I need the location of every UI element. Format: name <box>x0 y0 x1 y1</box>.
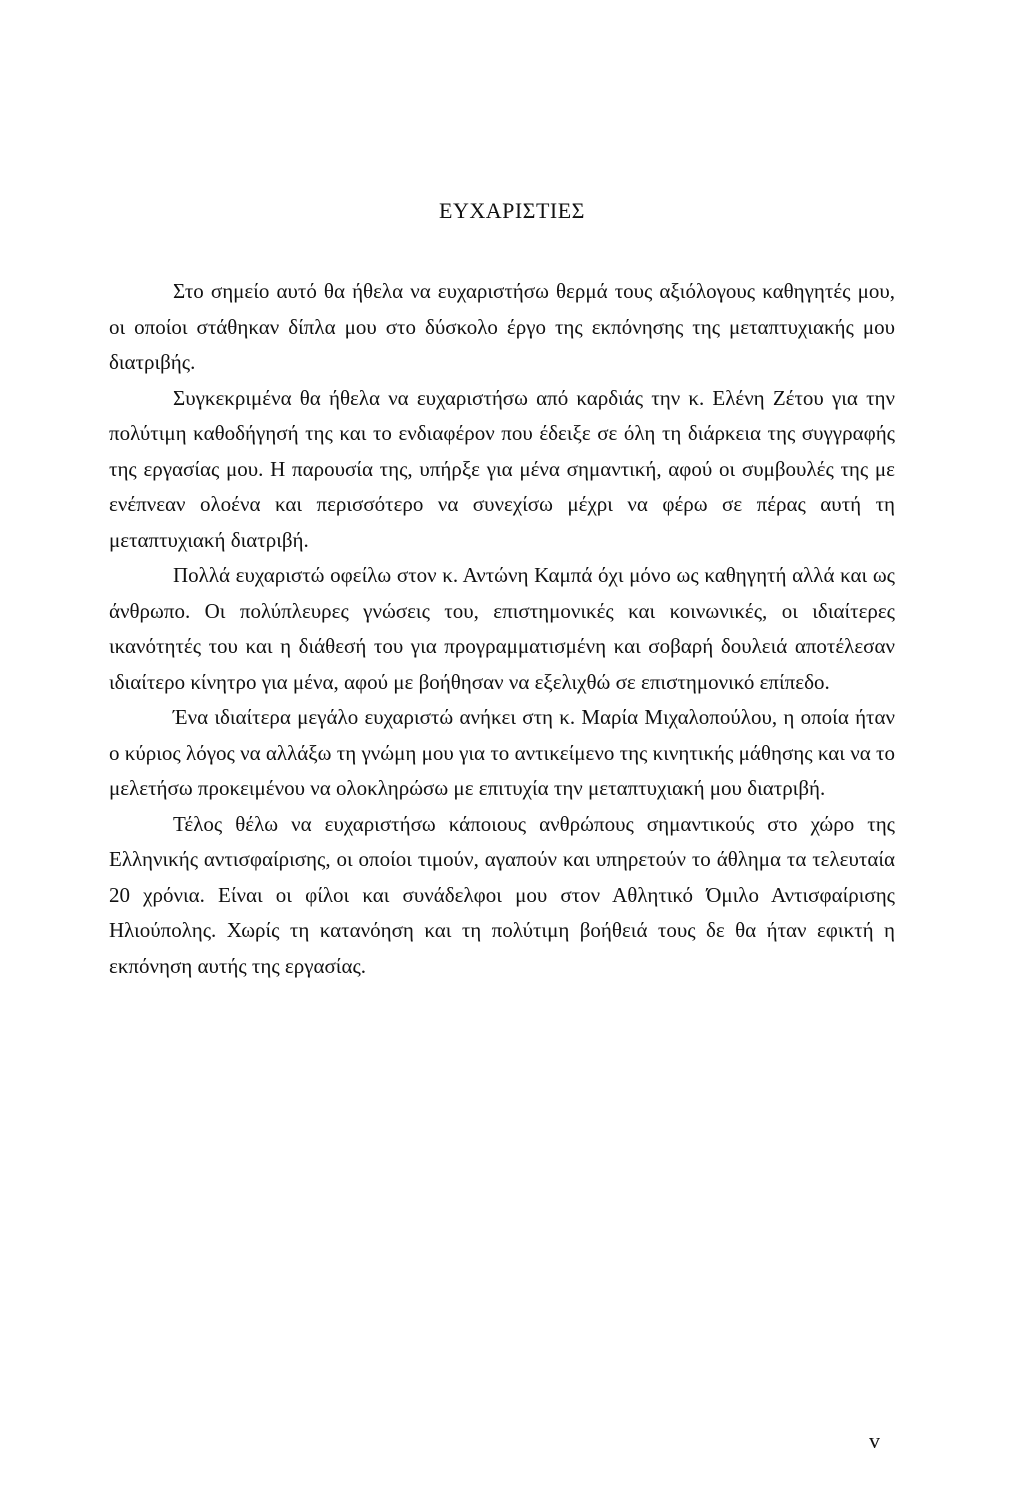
paragraph-5: Τέλος θέλω να ευχαριστήσω κάποιους ανθρώπους σημαντικούς στο χώρο της Ελληνικής αντισφαίρισης, οι οποίοι τιμούν, αγαπούν και υπηρετούν το άθλημα τα τελευταία 20 χρόνια. Είναι οι φίλοι και συνάδελφοι μου στον Αθλητικό Όμιλο Αντισφαίρισης Ηλιούπολης. Χωρίς τη κατανόηση και τη πολύτιμη βοήθειά τους δε θα ήταν εφικτή η εκπόνηση αυτής της εργασίας. <box>109 811 895 978</box>
page-number: v <box>869 1428 880 1453</box>
paragraph-3: Πολλά ευχαριστώ οφείλω στον κ. Αντώνη Καμπά όχι μόνο ως καθηγητή αλλά και ως άνθρωπο. Οι πολύπλευρες γνώσεις του, επιστημονικές και κοινωνικές, οι ιδιαίτερες ικανότητές του και η διάθεσή του για προγραμματισμένη και σοβαρή δουλειά αποτέλεσαν ιδιαίτερο κίνητρο για μένα, αφού με βοήθησαν να εξελιχθώ σε επιστημονικό επίπεδο. <box>109 563 895 694</box>
acknowledgements-body <box>109 274 895 984</box>
paragraph-2: Συγκεκριμένα θα ήθελα να ευχαριστήσω από καρδιάς την κ. Ελένη Ζέτου για την πολύτιμη καθοδήγησή της και το ενδιαφέρον που έδειξε σε όλη τη διάρκεια της συγγραφής της εργασίας μου. Η παρουσία της, υπήρξε για μένα σημαντική, αφού οι συμβουλές της με ενέπνεαν ολοένα και περισσότερο να συνεχίσω μέχρι να φέρω σε πέρας αυτή τη μεταπτυχιακή διατριβή. <box>109 385 895 552</box>
paragraph-1: Στο σημείο αυτό θα ήθελα να ευχαριστήσω θερμά τους αξιόλογους καθηγητές μου, οι οποίοι στάθηκαν δίπλα μου στο δύσκολο έργο της εκπόνησης της μεταπτυχιακής μου διατριβής. <box>109 279 895 374</box>
page-title: ΕΥΧΑΡΙΣΤΙΕΣ <box>439 198 585 223</box>
paragraph-4: Ένα ιδιαίτερα μεγάλο ευχαριστώ ανήκει στη κ. Μαρία Μιχαλοπούλου, η οποία ήταν ο κύριος λόγος να αλλάξω τη γνώμη μου για το αντικείμενο της κινητικής μάθησης και να το μελετήσω προκειμένου να ολοκληρώσω με επιτυχία την μεταπτυχιακή μου διατριβή. <box>109 705 895 800</box>
